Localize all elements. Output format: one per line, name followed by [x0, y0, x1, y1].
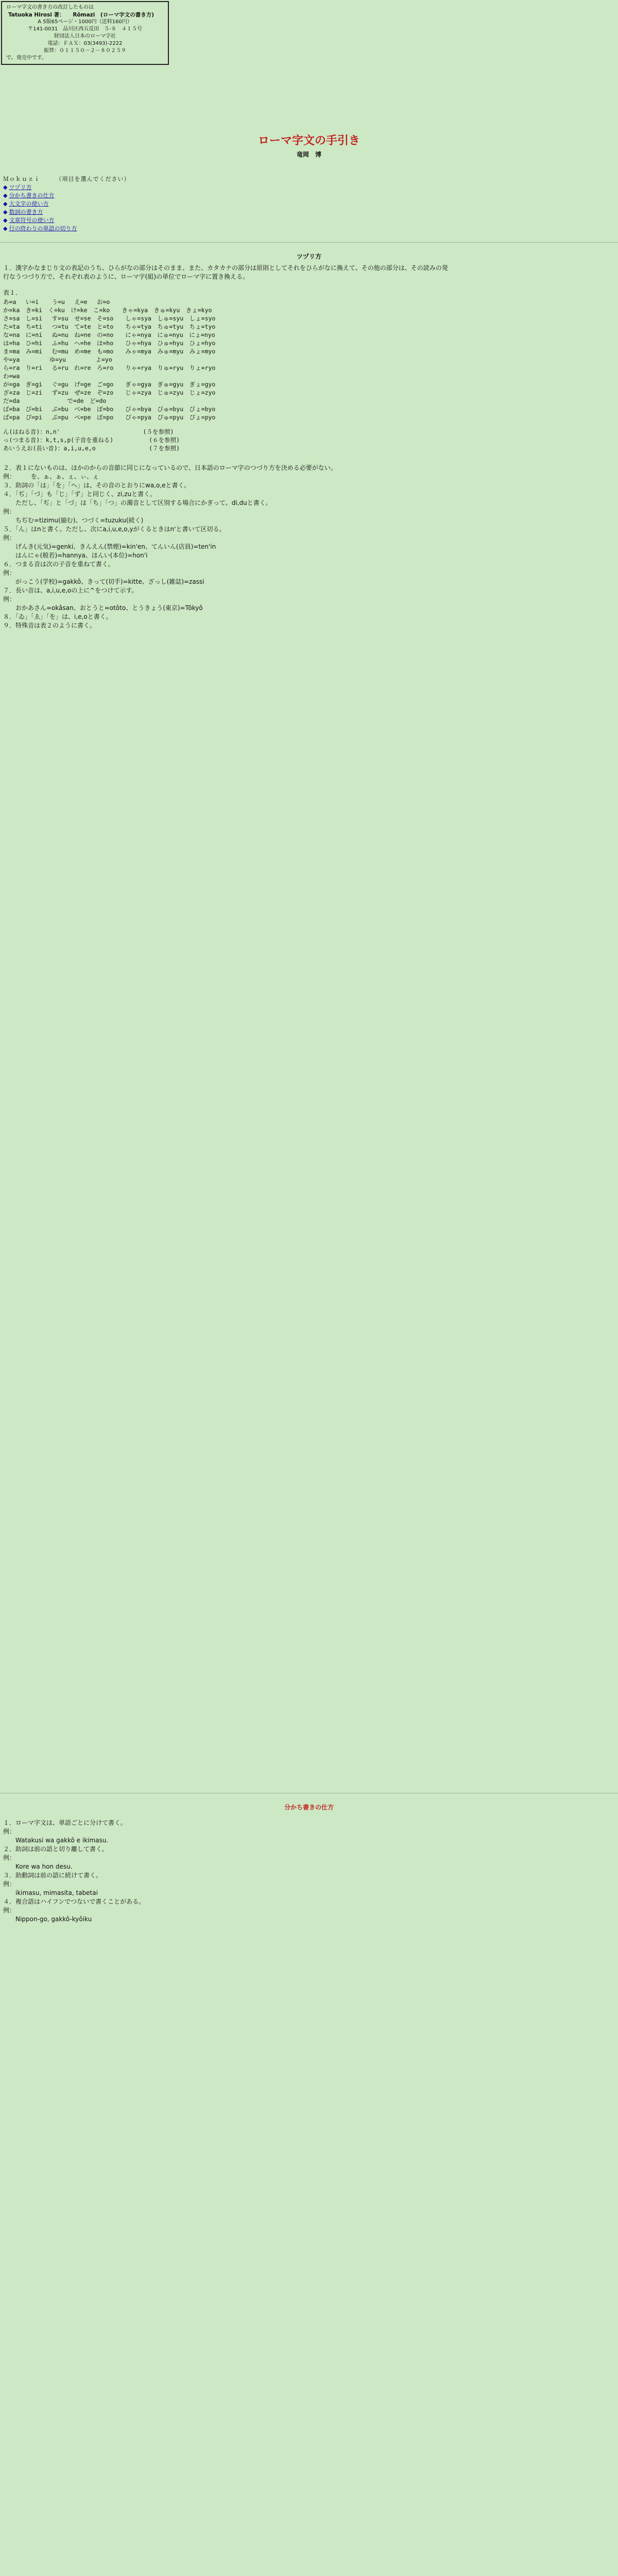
- author: 竜岡 博: [296, 151, 321, 158]
- paragraph: 例：: [3, 569, 16, 577]
- toc-link-numerals[interactable]: ◆ 数詞の書き方: [3, 208, 130, 216]
- table-row: ま=ma み=mi む=mu め=me も=mo みゃ=mya みゅ=myu みょ=myo: [3, 348, 216, 355]
- table-row: ぱ=pa ぴ=pi ぷ=pu ぺ=pe ぽ=po ぴゃ=pya ぴゅ=pyu ぴょ=pyo: [3, 414, 216, 421]
- paragraph: 例： を、ぁ、ぁ、ぇ、ぃ、ぇ: [3, 473, 99, 480]
- paragraph: ６．つまる音は次の子音を重ねて書く。: [3, 561, 114, 568]
- paragraph: ちぢむ=tizimu(縮む)、つづく=tuzuku(続く): [3, 517, 144, 524]
- table-row: か=ka き=ki く=ku け=ke こ=ko きゃ=kya きゅ=kyu きょ=kyo: [3, 307, 212, 314]
- section-title-tsuzurikata: ツヅリ方: [296, 253, 321, 260]
- paragraph: ２．表１にないものは、ほかのからの音節に同じになっているので、日本語のローマ字のつづり方を決める必要がない。: [3, 464, 337, 471]
- paragraph: おかあさん=okâsan、おとうと=otôto、とうきょう(東京)=Tôkyô: [3, 604, 203, 612]
- paragraph: Kore wa hon desu.: [3, 1863, 73, 1870]
- paragraph: 行なうつづり方で、それぞれ表のように、ローマ字(組)の単位でローマ字に置き換える。: [3, 273, 249, 280]
- section2-body: [3, 1819, 615, 1924]
- info-line: 〒141-0031 品川区西五反田 ５-８ ４１５号: [28, 26, 142, 32]
- toc-link-wakachigaki[interactable]: ◆ 分かち書きの仕方: [3, 192, 130, 200]
- info-line: 振替：０１１５０－２－８０２５９: [44, 48, 126, 54]
- toc-link-punctuation[interactable]: ◆ 文章符号の使い方: [3, 216, 130, 225]
- toc-link-line-break[interactable]: ◆ 行の終わりの単語の切り方: [3, 225, 130, 233]
- paragraph: 例：: [3, 1907, 16, 1914]
- paragraph: 例：: [3, 508, 16, 515]
- table-row: な=na に=ni ぬ=nu ね=ne の=no にゃ=nya にゅ=nyu にょ=nyo: [3, 331, 215, 338]
- table-row: は=ha ひ=hi ふ=hu へ=he ほ=ho ひゃ=hya ひゅ=hyu ひょ=hyo: [3, 340, 216, 347]
- table-row: た=ta ち=ti つ=tu て=te と=to ちゃ=tya ちゅ=tyu ちょ=tyo: [3, 323, 216, 330]
- paragraph: ２．助詞は前の語と切り離して書く。: [3, 1845, 108, 1853]
- special-sounds: [3, 428, 180, 452]
- divider: [0, 242, 618, 243]
- table-row: ん(はねる音)：n,n' (５を参照): [3, 428, 174, 435]
- paragraph: ikimasu, mimasita, tabetai: [3, 1889, 98, 1896]
- table-row: わ=wa: [3, 372, 20, 380]
- paragraph: Nippon-go, gakkô-kyôiku: [3, 1916, 92, 1923]
- table-row: ば=ba び=bi ぶ=bu べ=be ぼ=bo びゃ=bya びゅ=byu びょ=byo: [3, 405, 216, 413]
- romaji-table: [3, 298, 215, 421]
- section1-intro: [3, 264, 615, 281]
- info-line: ローマ字文の書き方の改訂したものは: [6, 5, 94, 10]
- paragraph: ３．助動詞は前の語に続けて書く。: [3, 1872, 102, 1879]
- paragraph: ８．「ゐ」「ゑ」「を」は、i,e,oと書く。: [3, 613, 112, 620]
- paragraph: 例：: [3, 534, 16, 541]
- paragraph: ９．特殊音は表２のように書く。: [3, 622, 96, 629]
- toc-heading: Ｍｏｋｕｚｉ （項目を選んでください）: [3, 176, 130, 182]
- table-label: 表１．: [3, 289, 22, 296]
- toc-link-tsuzurikata[interactable]: ◆ ツヅリ方: [3, 183, 130, 192]
- info-line: Tatuoka Hirosi 著： Rômazi (ローマ字文の書き方): [8, 12, 154, 18]
- paragraph: ５．「ん」はnと書く。ただし、次にa,i,u,e,o,yがくるときはn'と書いて区切る。: [3, 526, 226, 533]
- paragraph: 例：: [3, 1854, 16, 1861]
- table-row: っ(つまる音)：k,t,s,p(子音を重ねる) (６を参照): [3, 436, 180, 444]
- info-line: 電話：ＦＡＸ：03(3493)-2222: [47, 41, 123, 46]
- paragraph: はんにゃ(般若)=hannya、ほんい(本位)=hon'i: [3, 552, 148, 559]
- table-row: が=ga ぎ=gi ぐ=gu げ=ge ご=go ぎゃ=gya ぎゅ=gyu ぎょ=gyo: [3, 381, 216, 388]
- table-row: あいうえお(長い音)：a,i,u,e,o (７を参照): [3, 445, 180, 452]
- paragraph: 例：: [3, 1880, 16, 1888]
- paragraph: １．ローマ字文は、単語ごとに分けて書く。: [3, 1819, 127, 1826]
- paragraph: ４．「ぢ」「づ」も「じ」「ず」と同じく、zi,zuと書く。: [3, 490, 156, 498]
- table-row: あ=a い=i う=u え=e お=o: [3, 298, 110, 306]
- info-line: A 5版65ページ・1000円（送料160円）: [38, 19, 132, 25]
- table-row: や=ya ゆ=yu よ=yo: [3, 356, 112, 363]
- paragraph: がっこう(学校)=gakkô、きって(切手)=kitte、ざっし(雑誌)=zassi: [3, 578, 204, 585]
- paragraph: ７．長い音は、a,i,u,e,oの上に^をつけて示す。: [3, 587, 138, 594]
- paragraph: げんき(元気)=genki、きんえん(禁煙)=kin'en、てんいん(店員)=ten'in: [3, 543, 216, 550]
- doc-header: [0, 134, 618, 159]
- section1-body: [3, 464, 615, 630]
- info-line: 財団法人日本のローマ字社: [54, 33, 116, 39]
- info-line: で。発売中です。: [6, 55, 47, 61]
- paragraph: ４．複合語はハイフンでつないで書くことがある。: [3, 1898, 145, 1905]
- paragraph: ３．助詞の「は」「を」「へ」は、その音のとおりにwa,o,eと書く。: [3, 482, 191, 489]
- paragraph: ただし、「ぢ」と「づ」は「ち」「つ」の濁音として区別する場合にかぎって、di,duと書く。: [3, 499, 272, 506]
- section-title-wakachigaki: 分かち書きの仕方: [284, 1804, 334, 1811]
- paragraph: 例：: [3, 596, 16, 603]
- book-info-box: [1, 1, 169, 65]
- table-row: だ=da で=de ど=do: [3, 397, 107, 404]
- table-of-contents: [3, 175, 130, 233]
- table-row: さ=sa し=si す=su せ=se そ=so しゃ=sya しゅ=syu しょ=syo: [3, 315, 216, 322]
- toc-link-capitals[interactable]: ◆ 大文字の使い方: [3, 200, 130, 208]
- paragraph: Watakusi wa gakkô e ikimasu.: [3, 1837, 109, 1844]
- table-row: ら=ra り=ri る=ru れ=re ろ=ro りゃ=rya りゅ=ryu りょ=ryo: [3, 364, 216, 371]
- paragraph: 例：: [3, 1828, 16, 1835]
- page-title: ローマ字文の手引き: [258, 134, 360, 147]
- paragraph: １．漢字かなまじり文の表記のうち、ひらがなの部分はそのまま、また、カタカナの部分は原則としてそれをひらがなに換えて、その他の部分は、その読みの発: [3, 264, 448, 272]
- table-row: ざ=za じ=zi ず=zu ぜ=ze ぞ=zo じゃ=zya じゅ=zyu じょ=zyo: [3, 389, 216, 396]
